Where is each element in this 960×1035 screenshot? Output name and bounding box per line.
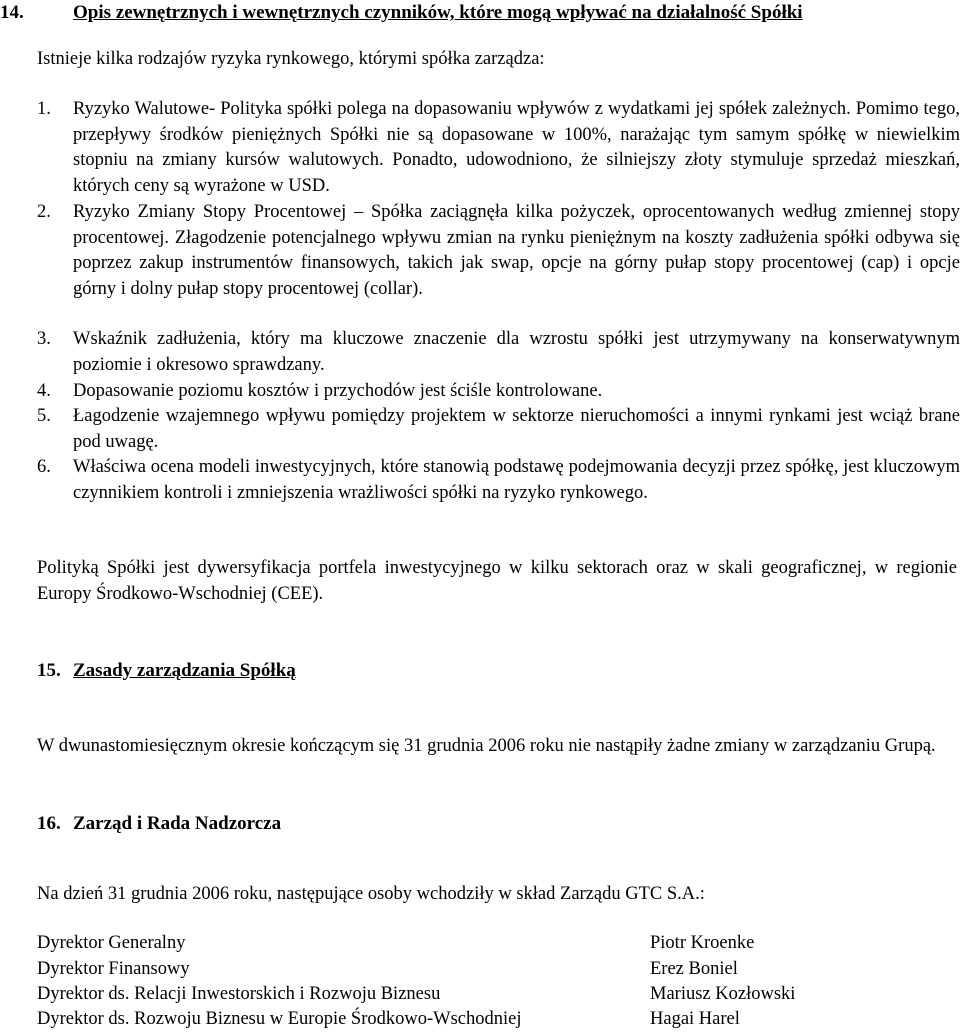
board-member-name: Erez Boniel <box>650 959 738 979</box>
section-15-body: W dwunastomiesięcznym okresie kończącym się 31 grudnia 2006 roku nie nastąpiły żadne zmiany w zarządzaniu Grupą. <box>37 736 936 756</box>
list-item-number: 6. <box>37 457 51 477</box>
board-row <box>37 982 957 1007</box>
section-16-heading <box>37 811 957 837</box>
board-row <box>37 1007 957 1032</box>
list-item-text: Właściwa ocena modeli inwestycyjnych, które stanowią podstawę podejmowania decyzji przez spółkę, jest kluczowym czynnikiem kontroli i zmniejszenia wrażliwości spółki na ryzyko rynkowego. <box>73 457 960 503</box>
list-item-number: 3. <box>37 329 51 349</box>
list-item-number: 1. <box>37 99 51 119</box>
board-role: Dyrektor Generalny <box>37 933 186 953</box>
board-role: Dyrektor ds. Relacji Inwestorskich i Rozwoju Biznesu <box>37 984 441 1004</box>
section-number: 15. <box>37 660 61 681</box>
section-title: Zarząd i Rada Nadzorcza <box>73 813 282 834</box>
list-item-number: 2. <box>37 202 51 222</box>
board-role: Dyrektor ds. Rozwoju Biznesu w Europie Środkowo-Wschodniej <box>37 1009 522 1029</box>
section-16-body: Na dzień 31 grudnia 2006 roku, następujące osoby wchodziły w skład Zarządu GTC S.A.: <box>37 884 705 904</box>
list-item-text: Wskaźnik zadłużenia, który ma kluczowe znaczenie dla wzrostu spółki jest utrzymywany na konserwatywnym poziomie i okresowo sprawdzany. <box>73 329 960 375</box>
section-title: Zasady zarządzania Spółką <box>73 660 296 681</box>
list-item-text: Ryzyko Walutowe- Polityka spółki polega na dopasowaniu wpływów z wydatkami jej spółek zależnych. Pomimo tego, przepływy środków pieniężnych Spółki nie są dopasowane w 100%, narażając tym samym spółkę w niewielkim stopniu na zmiany kursów walutowych. Ponadto, udowodniono, że silniejszy złoty stymuluje sprzedaż mieszkań, których ceny są wyrażone w USD. <box>73 99 960 196</box>
board-member-name: Piotr Kroenke <box>650 933 755 953</box>
section-14-intro: Istnieje kilka rodzajów ryzyka rynkowego, którymi spółka zarządza: <box>37 49 545 69</box>
list-item-number: 4. <box>37 381 51 401</box>
list-item-number: 5. <box>37 406 51 426</box>
board-row <box>37 957 957 982</box>
list-item-text: Dopasowanie poziomu kosztów i przychodów jest ściśle kontrolowane. <box>73 381 603 401</box>
board-member-name: Hagai Harel <box>650 1009 740 1029</box>
board-member-name: Mariusz Kozłowski <box>650 984 796 1004</box>
board-row <box>37 931 957 956</box>
list-item-text: Łagodzenie wzajemnego wpływu pomiędzy projektem w sektorze nieruchomości a innymi rynkami jest wciąż brane pod uwagę. <box>73 406 960 452</box>
list-item-text: Ryzyko Zmiany Stopy Procentowej – Spółka zaciągnęła kilka pożyczek, oprocentowanych według zmiennej stopy procentowej. Złagodzenie potencjalnego wpływu zmian na rynku pieniężnym na koszty zadłużenia spółki odbywa się poprzez zakup instrumentów finansowych, takich jak swap, opcje na górny pułap stopy procentowej (cap) i opcje górny i dolny pułap stopy procentowej (collar). <box>73 202 960 299</box>
board-role: Dyrektor Finansowy <box>37 959 190 979</box>
section-number: 16. <box>37 813 61 834</box>
section-14-heading <box>0 0 960 26</box>
section-number: 14. <box>0 2 24 23</box>
section-15-heading <box>37 658 957 684</box>
section-title: Opis zewnętrznych i wewnętrznych czynników, które mogą wpływać na działalność Spółki <box>73 2 803 23</box>
section-14-closing: Polityką Spółki jest dywersyfikacja portfela inwestycyjnego w kilku sektorach oraz w skali geograficznej, w regionie Europy Środkowo-Wschodniej (CEE). <box>37 558 957 604</box>
